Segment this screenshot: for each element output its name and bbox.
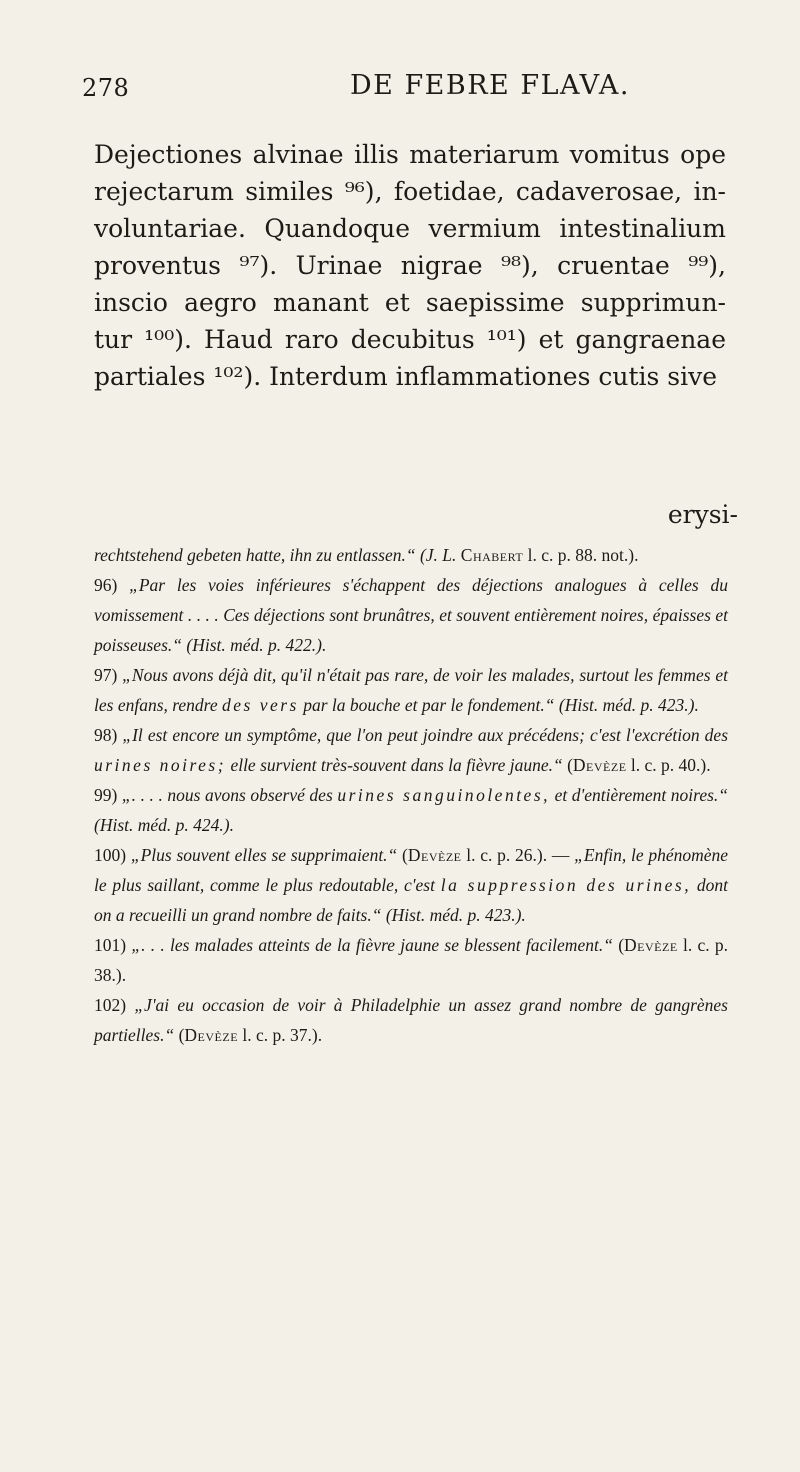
footnote-101: 101) „. . . les malades atteints de la fièvre jaune se blessent facilement.“ (Devèze l. c. p. 38.).: [94, 935, 729, 985]
page-header: [0, 68, 800, 108]
footnote-100: 100) „Plus souvent elles se supprimaient.“ (Devèze l. c. p. 26.). — „Enfin, le phénomène le plus saillant, comme le plus redoutable, c'est la suppression des urines, dont on a recueilli un grand nombre de faits.“ (Hist. méd. p. 423.).: [94, 845, 729, 925]
footnote-96: 96) „Par les voies inférieures s'échappent des déjections analogues à celles du vomissement . . . . Ces déjections sont brunâtres, et souvent entièrement noires, épaisses et poisseuses.“ (Hist. méd. p. 422.).: [94, 575, 728, 655]
main-text: [94, 136, 726, 395]
running-title: DE FEBRE FLAVA.: [350, 70, 630, 101]
page-number: 278: [82, 74, 130, 102]
footnote-97: 97) „Nous avons déjà dit, qu'il n'était pas rare, de voir les malades, surtout les femmes et les enfans, rendre des vers par la bouche et par le fondement.“ (Hist. méd. p. 423.).: [94, 665, 728, 715]
footnote-98: 98) „Il est encore un symptôme, que l'on peut joindre aux précédens; c'est l'excrétion des urines noires; elle survient très-souvent dans la fièvre jaune.“ (Devèze l. c. p. 40.).: [94, 725, 729, 775]
footnotes: [94, 540, 728, 1050]
footnote-99: 99) „. . . . nous avons observé des urines sanguinolentes, et d'entièrement noires.“ (Hist. méd. p. 424.).: [94, 785, 729, 835]
catchword: erysi-: [667, 500, 738, 529]
footnote-102: 102) „J'ai eu occasion de voir à Philadelphie un assez grand nombre de gangrènes partielles.“ (Devèze l. c. p. 37.).: [94, 995, 728, 1045]
footnote-continuation: rechtstehend gebeten hatte, ihn zu entlassen.“ (J. L. Chabert l. c. p. 88. not.).: [94, 545, 639, 565]
main-paragraph: Dejectiones alvinae illis materiarum vomitus ope rejectarum similes ⁹⁶), foetidae, cadaverosae, in- voluntariae. Quandoque vermium intestinalium proventus ⁹⁷). Urinae nigrae ⁹⁸), cruentae ⁹⁹), inscio aegro manant et saepissime supprimun- tur ¹⁰⁰). Haud raro decubitus ¹⁰¹) et gangraenae partiales ¹⁰²). Interdum inflammationes cutis sive: [94, 140, 726, 391]
